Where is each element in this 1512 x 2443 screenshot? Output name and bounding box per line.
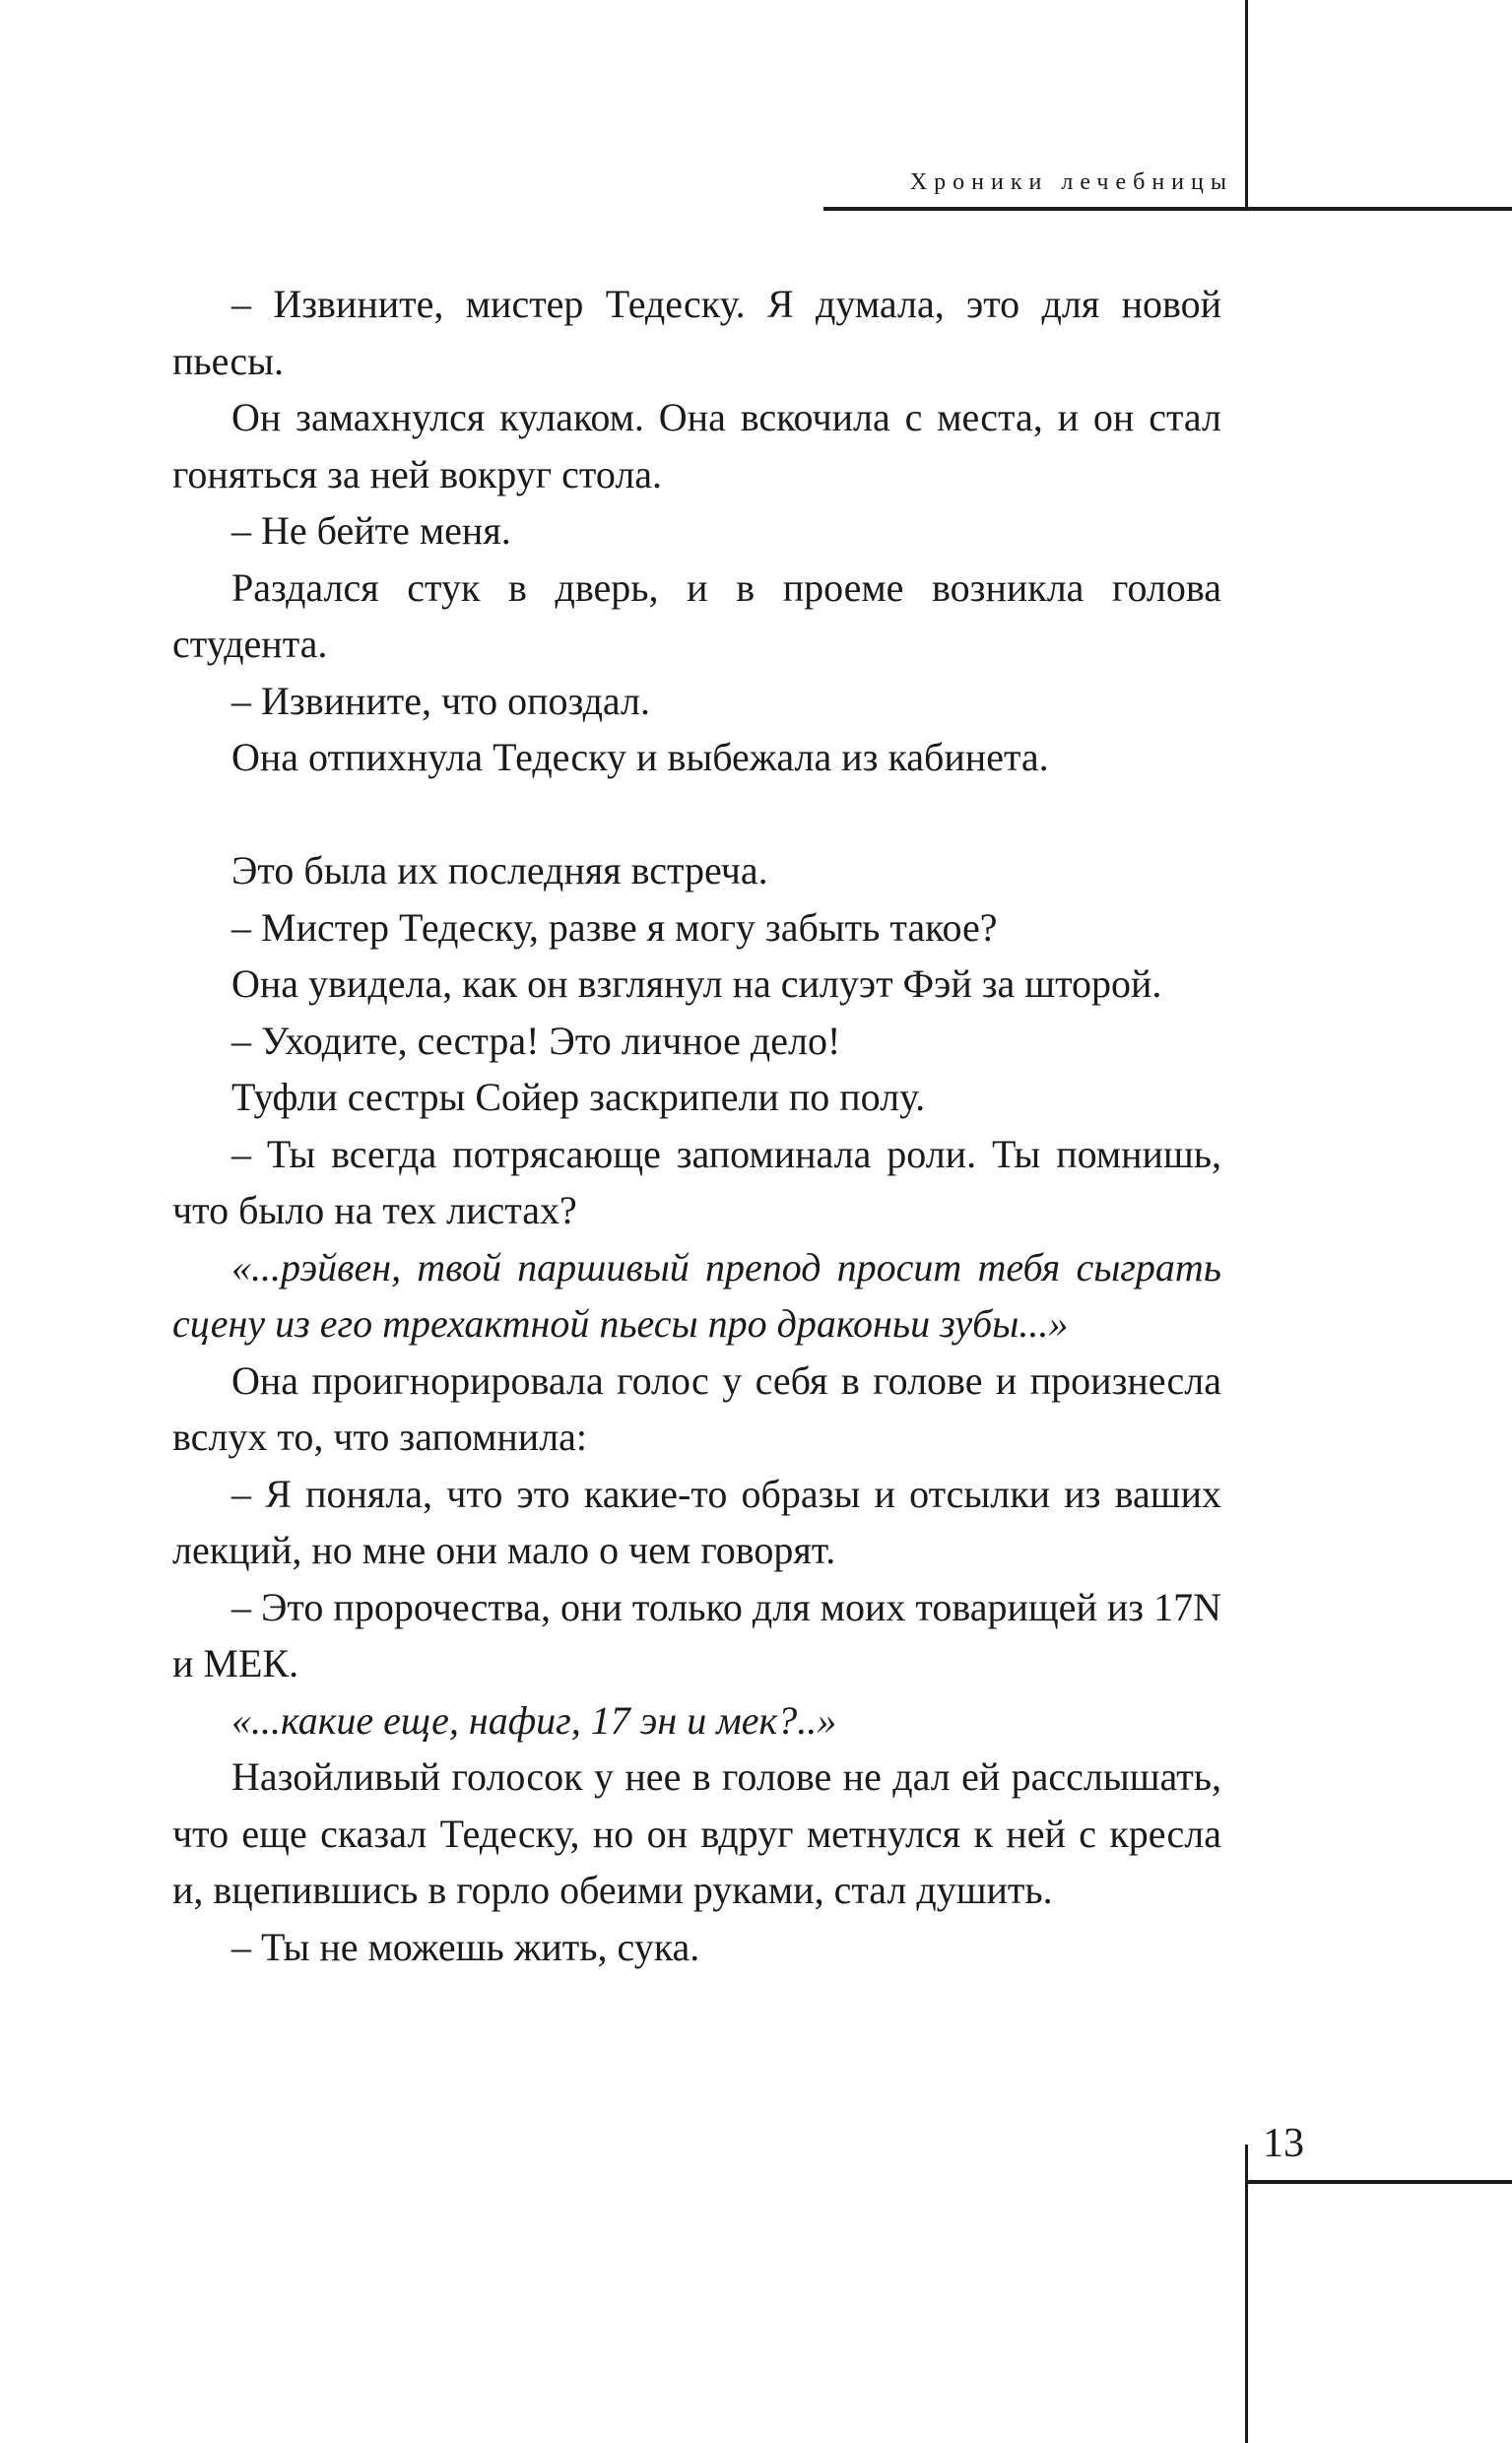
paragraph: – Мистер Тедеску, разве я могу забыть такое?	[231, 904, 998, 950]
paragraph: – Не бейте меня.	[231, 508, 511, 553]
section-break	[172, 786, 1221, 843]
margin-rule-vertical-bottom	[1245, 2145, 1248, 2443]
page-number: 13	[1263, 2121, 1304, 2166]
paragraph: – Это пророчества, они только для моих товарищей из 17N и МЕК.	[172, 1584, 1221, 1685]
paragraph: – Ты не можешь жить, сука.	[231, 1924, 700, 1969]
paragraph: – Уходите, сестра! Это личное дело!	[231, 1018, 841, 1063]
paragraph: – Я поняла, что это какие-то образы и отсылки из ваших лекций, но мне они мало о чем говорят.	[172, 1471, 1221, 1572]
body-text	[172, 276, 1221, 1975]
paragraph: Он замахнулся кулаком. Она вскочила с места, и он стал гоняться за ней вокруг стола.	[172, 395, 1221, 496]
header-rule	[823, 207, 1512, 211]
paragraph: Раздался стук в дверь, и в проеме возникла голова студента.	[172, 564, 1221, 666]
paragraph: – Извините, мистер Тедеску. Я думала, это для новой пьесы.	[172, 282, 1221, 383]
footer-rule	[1245, 2180, 1512, 2184]
running-head: Хроники лечебницы	[909, 169, 1233, 195]
paragraph: Она отпихнула Тедеску и выбежала из кабинета.	[231, 735, 1049, 779]
margin-rule-vertical-top	[1245, 0, 1248, 210]
paragraph: – Ты всегда потрясающе запоминала роли. Ты помнишь, что было на тех листах?	[172, 1131, 1221, 1232]
italic-inner-voice: «...рэйвен, твой паршивый препод просит тебя сыграть сцену из его трехактной пьесы про драконьи зубы...»	[172, 1244, 1221, 1346]
paragraph: Назойливый голосок у нее в голове не дал ей расслышать, что еще сказал Тедеску, но он вдруг метнулся к ней с кресла и, вцепившись в горло обеими руками, стал душить.	[172, 1754, 1221, 1912]
paragraph: Она проигнорировала голос у себя в голове и произнесла вслух то, что запомнила:	[172, 1357, 1221, 1459]
paragraph: Это была их последняя встреча.	[231, 848, 768, 892]
italic-inner-voice: «...какие еще, нафиг, 17 эн и мек?..»	[231, 1697, 837, 1743]
paragraph: Туфли сестры Сойер заскрипели по полу.	[231, 1075, 926, 1119]
paragraph: – Извините, что опоздал.	[231, 678, 650, 723]
paragraph: Она увидела, как он взглянул на силуэт Фэй за шторой.	[231, 961, 1162, 1006]
